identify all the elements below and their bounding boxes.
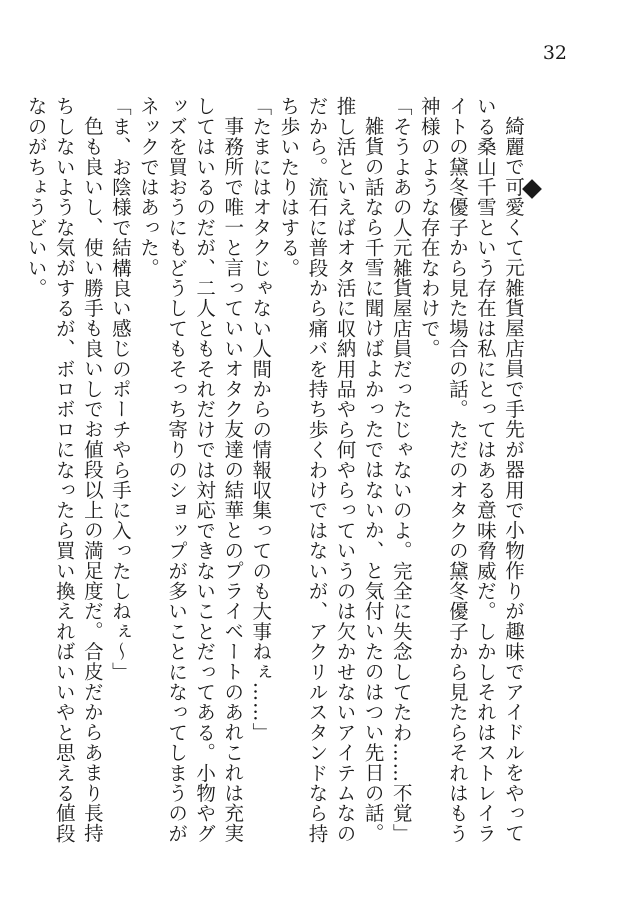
novel-body-text	[24, 96, 527, 844]
dialogue-line: 「ま、お陰様で結構良い感じのポーチやら手に入ったしねぇ〜」	[108, 96, 132, 682]
dialogue-line: 「たまにはオタクじゃない人間からの情報収集ってのも大事ねぇ……」	[249, 96, 273, 743]
paragraph: 色も良いし、使い勝手も良いしでお値段以上の満足度だ。合皮だからあまり長持ちしないような気がするが、ボロボロになったら買い換えればいいやと思える値段なのがちょうどいい。	[24, 96, 104, 844]
dialogue-line: 「そうよあの人元雑貨屋店員だったじゃないのよ。完全に失念してたわ……不覚」	[389, 96, 413, 844]
page-number: 32	[542, 42, 567, 64]
paragraph: 雑貨の話なら千雪に聞けばよかったではないか、と気付いたのはつい先日の話。推し活といえばオタ活に収納用品やら何やらっていうのは欠かせないアイテムなのだから。流石に普段から痛バを持ち歩くわけではないが、アクリルスタンドなら持ち歩いたりはする。	[277, 96, 385, 844]
paragraph: 綺麗で可愛くて元雑貨屋店員で手先が器用で小物作りが趣味でアイドルをやっている桑山千雪という存在は私にとってはある意味脅威だ。しかしそれはストレイライトの黛冬優子から見た場合の話。ただのオタクの黛冬優子から見たらそれはもう神様のような存在なわけで。	[417, 96, 525, 844]
paragraph: 事務所で唯一と言っていいオタク友達の結華とのプライベートのあれこれは充実してはいるのだが、二人ともそれだけでは対応できないことだってある。小物やグッズを買おうにもどうしてもそっち寄りのショップが多いことになってしまうのがネックではあった。	[136, 96, 245, 844]
